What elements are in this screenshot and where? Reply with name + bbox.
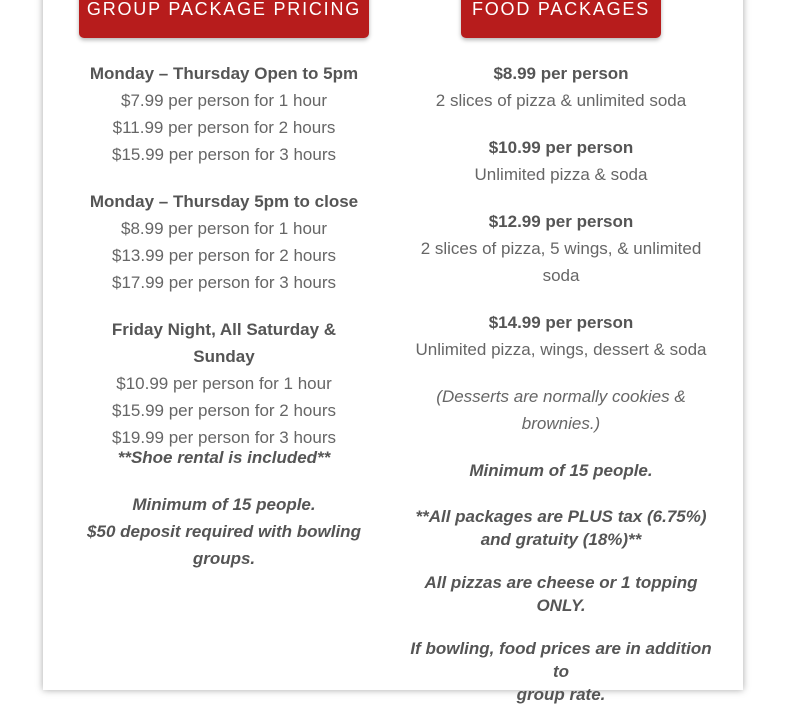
package-price: $12.99 per person bbox=[488, 212, 634, 231]
price-line: $10.99 per person for 1 hour bbox=[116, 374, 332, 393]
price-line: $15.99 per person for 2 hours bbox=[112, 401, 336, 420]
food-package-1 bbox=[401, 60, 721, 114]
shoe-rental-note bbox=[79, 444, 369, 471]
dessert-note-text: (Desserts are normally cookies & bbox=[436, 387, 686, 406]
price-line: $15.99 per person for 3 hours bbox=[112, 145, 336, 164]
food-packages-button[interactable]: FOOD PACKAGES bbox=[461, 0, 661, 38]
package-desc: Unlimited pizza & soda bbox=[474, 165, 648, 184]
price-line: $19.99 per person for 3 hours bbox=[112, 428, 336, 447]
price-line: $11.99 per person for 2 hours bbox=[112, 118, 336, 137]
package-price: $10.99 per person bbox=[488, 138, 634, 157]
dessert-note bbox=[401, 383, 721, 437]
tier-weekday-evening bbox=[79, 188, 369, 296]
tax-note-cont: and gratuity (18%)** bbox=[480, 530, 642, 549]
tier-heading: Monday – Thursday 5pm to close bbox=[89, 192, 359, 211]
package-price: $8.99 per person bbox=[493, 64, 629, 83]
bowling-note bbox=[401, 637, 721, 706]
group-package-pricing-button[interactable]: GROUP PACKAGE PRICING bbox=[79, 0, 369, 38]
tax-note-text: **All packages are PLUS tax (6.75%) bbox=[415, 507, 707, 526]
price-line: $17.99 per person for 3 hours bbox=[112, 273, 336, 292]
price-line: $8.99 per person for 1 hour bbox=[120, 219, 328, 238]
group-requirements bbox=[79, 491, 369, 572]
bowling-note-text: If bowling, food prices are in addition to bbox=[410, 639, 712, 681]
package-desc: Unlimited pizza, wings, dessert & soda bbox=[415, 340, 707, 359]
deposit-note: $50 deposit required with bowling bbox=[87, 522, 361, 541]
tier-weekend bbox=[79, 316, 369, 451]
dessert-note-cont: brownies.) bbox=[521, 414, 601, 433]
package-price: $14.99 per person bbox=[488, 313, 634, 332]
deposit-note-cont: groups. bbox=[192, 549, 256, 568]
package-desc: 2 slices of pizza & unlimited soda bbox=[435, 91, 687, 110]
food-package-2 bbox=[401, 134, 721, 188]
price-line: $7.99 per person for 1 hour bbox=[120, 91, 328, 110]
minimum-note: Minimum of 15 people. bbox=[132, 495, 316, 514]
package-desc: 2 slices of pizza, 5 wings, & unlimited bbox=[420, 239, 702, 258]
tier-heading: Friday Night, All Saturday & Sunday bbox=[111, 320, 337, 366]
food-package-4 bbox=[401, 309, 721, 363]
price-line: $13.99 per person for 2 hours bbox=[112, 246, 336, 265]
tier-heading: Monday – Thursday Open to 5pm bbox=[89, 64, 359, 83]
pizza-note-text: All pizzas are cheese or 1 topping bbox=[424, 573, 698, 592]
tax-note bbox=[401, 505, 721, 551]
pizza-note bbox=[401, 571, 721, 617]
food-minimum-text: Minimum of 15 people. bbox=[469, 461, 653, 480]
shoe-rental-text: **Shoe rental is included** bbox=[117, 448, 331, 467]
bowling-note-cont: group rate. bbox=[516, 685, 606, 704]
package-desc-cont: soda bbox=[542, 266, 580, 285]
food-package-3 bbox=[401, 208, 721, 289]
tier-weekday-day bbox=[79, 60, 369, 168]
pizza-note-cont: ONLY. bbox=[536, 596, 586, 615]
food-minimum-note bbox=[401, 457, 721, 484]
